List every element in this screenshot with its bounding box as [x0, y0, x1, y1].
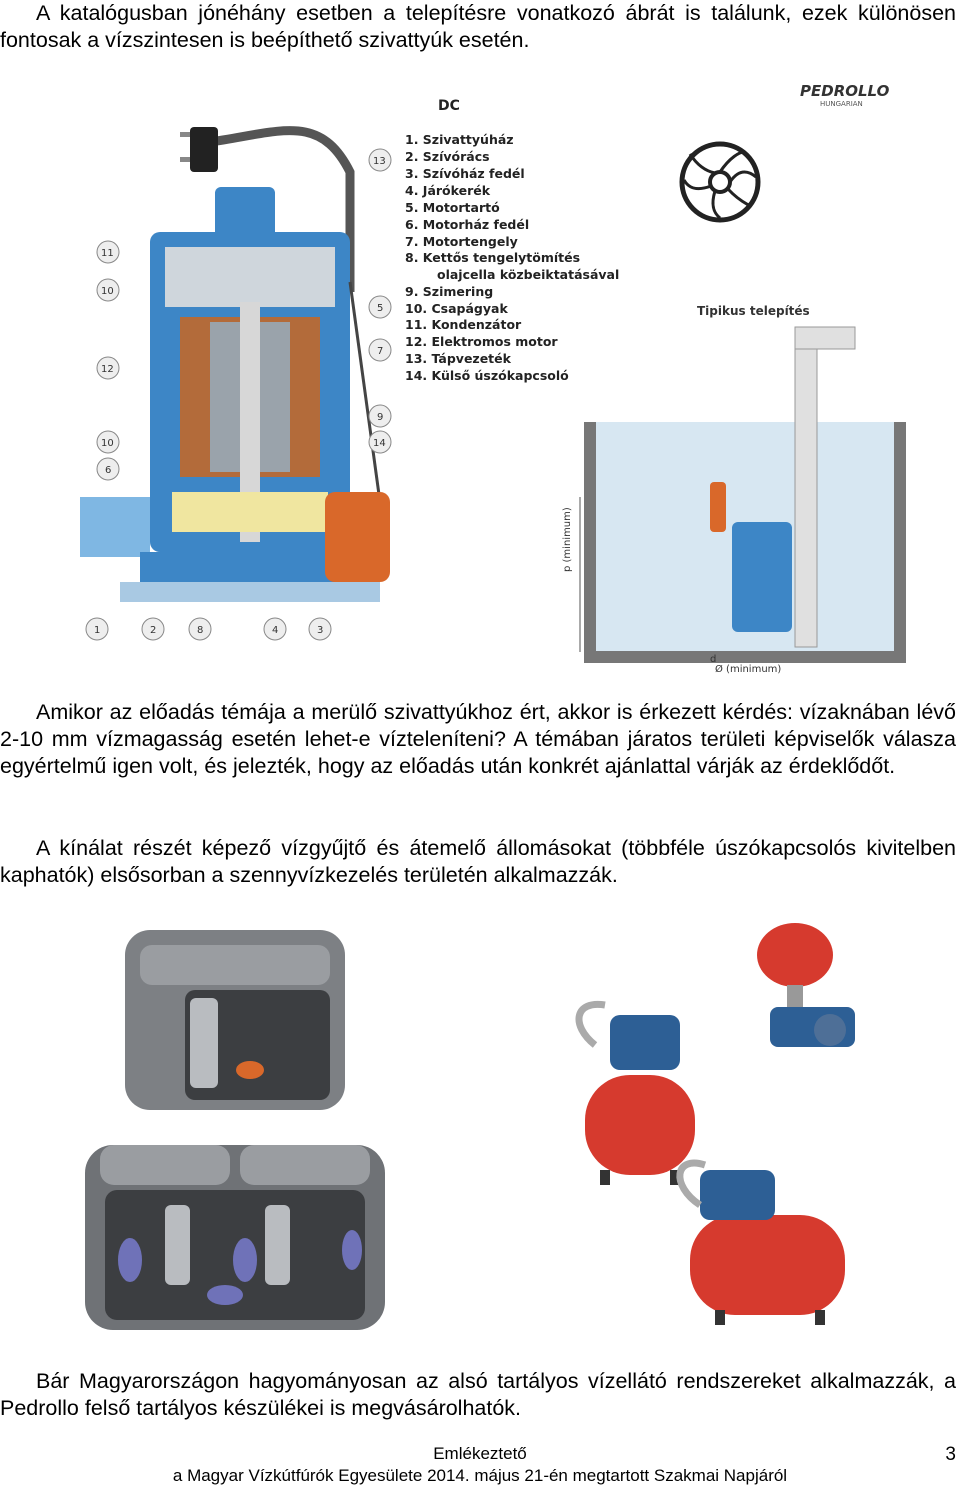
svg-text:3: 3 [317, 625, 324, 636]
svg-text:1: 1 [94, 625, 101, 636]
svg-text:7: 7 [377, 346, 384, 357]
float-switch-icon [325, 492, 390, 582]
svg-text:5. Motortartó: 5. Motortartó [405, 200, 500, 215]
svg-text:12: 12 [101, 364, 114, 375]
stations-paragraph: A kínálat részét képező vízgyűjtő és átemelő állomásokat (többféle úszókapcsolós kivitelben kaphatók) elsősorban a szennyvízkezelés területén alkalmazzák. [0, 836, 956, 887]
svg-text:10. Csapágyak: 10. Csapágyak [405, 301, 508, 316]
pump-tank-unit-1 [579, 1004, 695, 1185]
upper-tank-unit [757, 923, 855, 1047]
svg-text:3. Szívóház fedél: 3. Szívóház fedél [405, 166, 525, 181]
svg-text:8: 8 [197, 625, 204, 636]
page-number: 3 [945, 1444, 956, 1465]
float-icon [236, 1061, 264, 1079]
parts-list [405, 132, 619, 383]
single-station-tank [125, 930, 345, 1110]
pressure-systems-photo [565, 915, 870, 1345]
intro-paragraph: A katalógusban jónéhány esetben a telepítésre vonatkozó ábrát is találunk, ezek különösen fontosak a vízszintesen is beépíthető szivattyúk esetén. [0, 1, 956, 52]
svg-text:13. Tápvezeték: 13. Tápvezeték [405, 351, 511, 366]
pump-diagram-figure [60, 72, 910, 677]
pump-tank-unit-2 [680, 1163, 845, 1325]
svg-text:olajcella közbeiktatásával: olajcella közbeiktatásával [437, 267, 620, 282]
svg-text:HUNGARIAN: HUNGARIAN [820, 100, 863, 108]
svg-text:2: 2 [150, 625, 157, 636]
svg-text:6: 6 [105, 465, 112, 476]
question-paragraph: Amikor az előadás témája a merülő szivattyúkhoz ért, akkor is érkezett kérdés: vízaknában lévő 2-10 mm vízmagasság esetén lehet-e vízteleníteni? A témában járatos területi képviselők válasza egyértelmű igen volt, és jelezték, hogy az előadás után konkrét ajánlattal várják az érdeklődőt. [0, 700, 956, 778]
svg-text:6. Motorház fedél: 6. Motorház fedél [405, 217, 530, 232]
svg-text:11: 11 [101, 248, 114, 259]
svg-text:10: 10 [101, 286, 114, 297]
footer-title: Emlékeztető [433, 1444, 527, 1463]
footer-subtitle: a Magyar Vízkútfúrók Egyesülete 2014. május 21-én megtartott Szakmai Napjáról [172, 1466, 788, 1485]
pump-cutaway-illustration [60, 72, 910, 677]
install-title: Tipikus telepítés [697, 304, 810, 318]
svg-text:10: 10 [101, 438, 114, 449]
svg-text:1. Szivattyúház: 1. Szivattyúház [405, 132, 514, 147]
svg-text:5: 5 [377, 303, 384, 314]
plug-icon [190, 127, 218, 172]
svg-text:9. Szimering: 9. Szimering [405, 284, 494, 299]
model-label: DC [438, 98, 460, 114]
svg-text:p (minimum): p (minimum) [562, 507, 573, 572]
svg-text:9: 9 [377, 412, 384, 423]
svg-text:14. Külső úszókapcsoló: 14. Külső úszókapcsoló [405, 368, 569, 383]
svg-text:4: 4 [272, 625, 279, 636]
svg-text:2. Szívórács: 2. Szívórács [405, 149, 490, 164]
svg-text:14: 14 [373, 438, 386, 449]
svg-text:8. Kettős tengelytömítés: 8. Kettős tengelytömítés [405, 250, 581, 265]
svg-text:Ø (minimum): Ø (minimum) [715, 664, 782, 675]
svg-text:4. Járókerék: 4. Járókerék [405, 183, 491, 198]
svg-text:11. Kondenzátor: 11. Kondenzátor [405, 317, 522, 332]
brand-logo: PEDROLLO [800, 82, 890, 100]
closing-paragraph: Bár Magyarországon hagyományosan az alsó tartályos vízellátó rendszereket alkalmazzák, a Pedrollo felső tartályos készülékei is megvásárolhatók. [0, 1369, 956, 1420]
svg-text:12. Elektromos motor: 12. Elektromos motor [405, 334, 558, 349]
svg-text:7. Motortengely: 7. Motortengely [405, 234, 518, 249]
double-station-tank [85, 1145, 385, 1330]
lifting-stations-photo [80, 920, 390, 1340]
impeller-icon [682, 144, 758, 220]
svg-text:13: 13 [373, 156, 386, 167]
svg-text:d: d [710, 654, 717, 665]
